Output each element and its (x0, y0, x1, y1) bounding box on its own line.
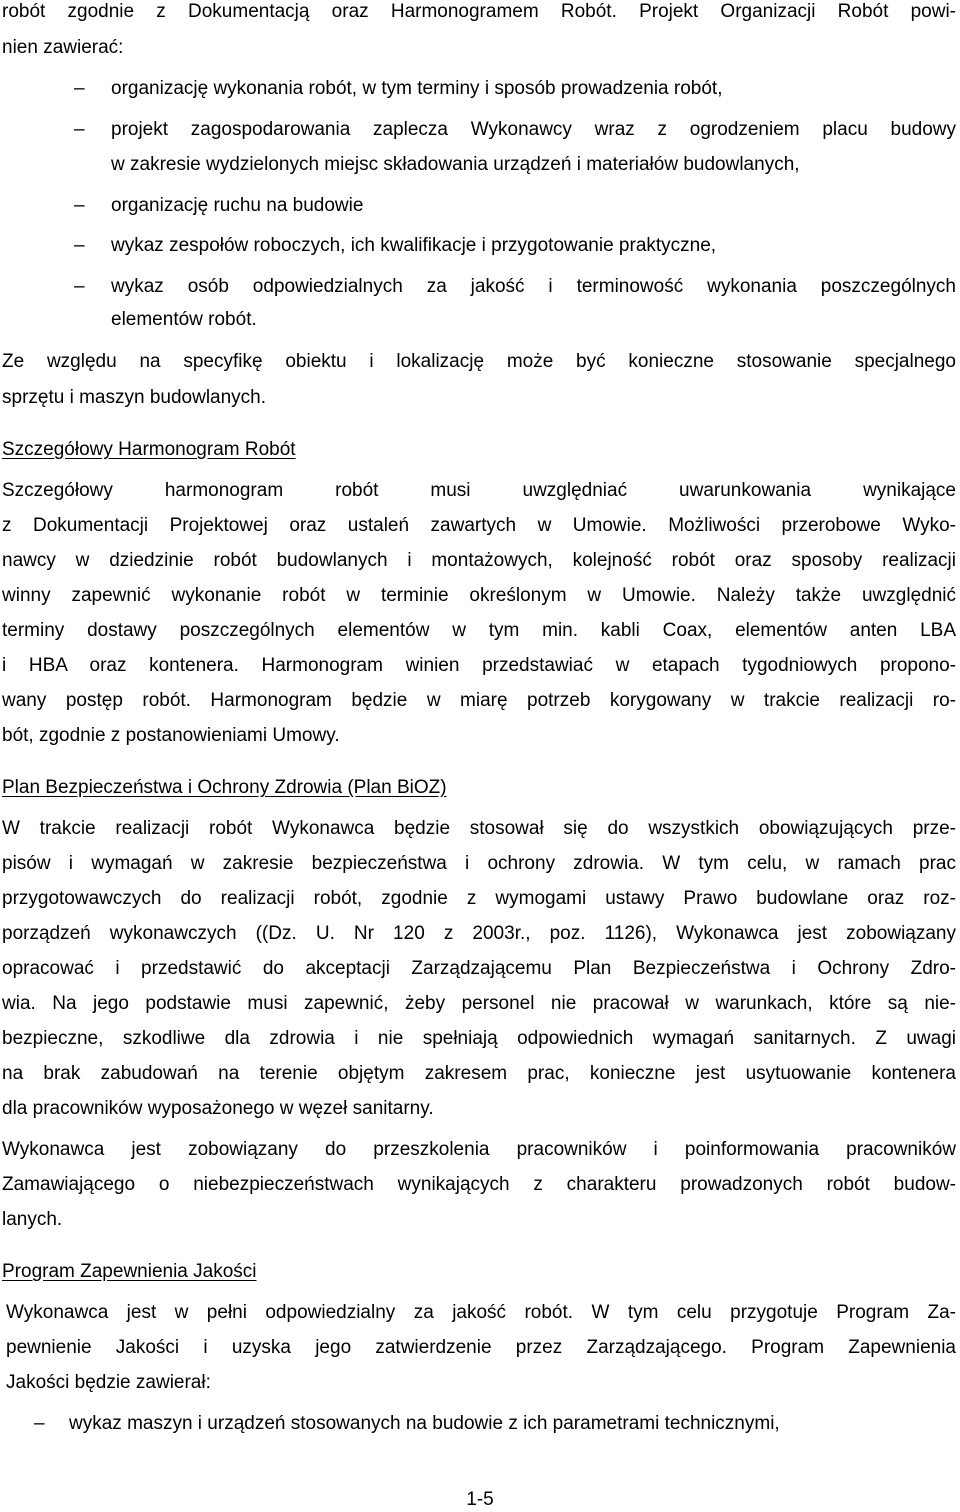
body-text-line: Wykonawca jest zobowiązany do przeszkolenia pracowników i poinformowania pracowników (2, 1139, 956, 1160)
list-item: projekt zagospodarowania zaplecza Wykonawcy wraz z ogrodzeniem placu budowy (111, 119, 956, 140)
body-text-line: Zamawiającego o niebezpieczeństwach wynikających z charakteru prowadzonych robót budow- (2, 1174, 956, 1195)
body-text-line: sprzętu i maszyn budowlanych. (2, 387, 267, 408)
section-heading: Program Zapewnienia Jakości (2, 1261, 257, 1282)
body-text-line: bezpieczne, szkodliwe dla zdrowia i nie spełniają odpowiednich wymagań sanitarnych. Z uwagi (2, 1028, 956, 1049)
body-text-line: bót, zgodnie z postanowieniami Umowy. (2, 725, 340, 746)
body-text-line: pisów i wymagań w zakresie bezpieczeństwa i ochrony zdrowia. W tym celu, w ramach prac (2, 853, 956, 874)
body-text-line: wia. Na jego podstawie musi zapewnić, żeby personel nie pracował w warunkach, które są nie- (2, 993, 956, 1014)
dash-bullet: – (74, 119, 85, 140)
dash-bullet: – (74, 235, 85, 256)
body-text-line: lanych. (2, 1209, 63, 1230)
body-text-line: z Dokumentacji Projektowej oraz ustaleń zawartych w Umowie. Możliwości przerobowe Wyko- (2, 515, 956, 536)
body-text-line: na brak zabudowań na terenie objętym zakresem prac, konieczne jest usytuowanie kontenera (2, 1063, 956, 1084)
body-text-line: opracować i przedstawić do akceptacji Zarządzającemu Plan Bezpieczeństwa i Ochrony Zdro- (2, 958, 956, 979)
body-text-line: W trakcie realizacji robót Wykonawca będzie stosował się do wszystkich obowiązujących prze- (2, 818, 956, 839)
list-item: organizację wykonania robót, w tym terminy i sposób prowadzenia robót, (111, 78, 723, 99)
list-item-continuation: w zakresie wydzielonych miejsc składowania urządzeń i materiałów budowlanych, (111, 154, 800, 175)
dash-bullet: – (74, 78, 85, 99)
body-text-line: Jakości będzie zawierał: (6, 1372, 211, 1393)
body-text-line: dla pracowników wyposażonego w węzeł sanitarny. (2, 1098, 434, 1119)
section-heading: Szczegółowy Harmonogram Robót (2, 439, 296, 460)
body-text-line: nawcy w dziedzinie robót budowlanych i montażowych, kolejność robót oraz sposoby realizacji (2, 550, 956, 571)
list-item: organizację ruchu na budowie (111, 195, 364, 216)
body-text-line: pewnienie Jakości i uzyska jego zatwierdzenie przez Zarządzającego. Program Zapewnienia (6, 1337, 956, 1358)
body-text-line: winny zapewnić wykonanie robót w terminie określonym w Umowie. Należy także uwzględnić (2, 585, 956, 606)
list-item: wykaz zespołów roboczych, ich kwalifikacje i przygotowanie praktyczne, (111, 235, 717, 256)
body-text-line: terminy dostawy poszczególnych elementów w tym min. kabli Coax, elementów anten LBA (2, 620, 956, 641)
list-item-continuation: elementów robót. (111, 309, 257, 330)
page-number: 1-5 (466, 1489, 494, 1510)
body-text-line: przygotowawczych do realizacji robót, zgodnie z wymogami ustawy Prawo budowlane oraz roz- (2, 888, 956, 909)
body-text-line: Ze względu na specyfikę obiektu i lokalizację może być konieczne stosowanie specjalnego (2, 351, 956, 372)
section-heading: Plan Bezpieczeństwa i Ochrony Zdrowia (Plan BiOZ) (2, 777, 447, 798)
dash-bullet: – (34, 1413, 45, 1434)
body-text-line: porządzeń wykonawczych ((Dz. U. Nr 120 z 2003r., poz. 1126), Wykonawca jest zobowiązany (2, 923, 956, 944)
dash-bullet: – (74, 276, 85, 297)
body-text-line: Szczegółowy harmonogram robót musi uwzględniać uwarunkowania wynikające (2, 480, 956, 501)
body-text-line: i HBA oraz kontenera. Harmonogram winien przedstawiać w etapach tygodniowych propono- (2, 655, 956, 676)
body-text-line: robót zgodnie z Dokumentacją oraz Harmonogramem Robót. Projekt Organizacji Robót powi- (2, 1, 956, 22)
list-item: wykaz osób odpowiedzialnych za jakość i terminowość wykonania poszczególnych (111, 276, 956, 297)
body-text-line: nien zawierać: (2, 37, 124, 58)
body-text-line: wany postęp robót. Harmonogram będzie w miarę potrzeb korygowany w trakcie realizacji ro- (2, 690, 956, 711)
body-text-line: Wykonawca jest w pełni odpowiedzialny za jakość robót. W tym celu przygotuje Program Za- (6, 1302, 956, 1323)
dash-bullet: – (74, 195, 85, 216)
list-item: wykaz maszyn i urządzeń stosowanych na budowie z ich parametrami technicznymi, (69, 1413, 780, 1434)
